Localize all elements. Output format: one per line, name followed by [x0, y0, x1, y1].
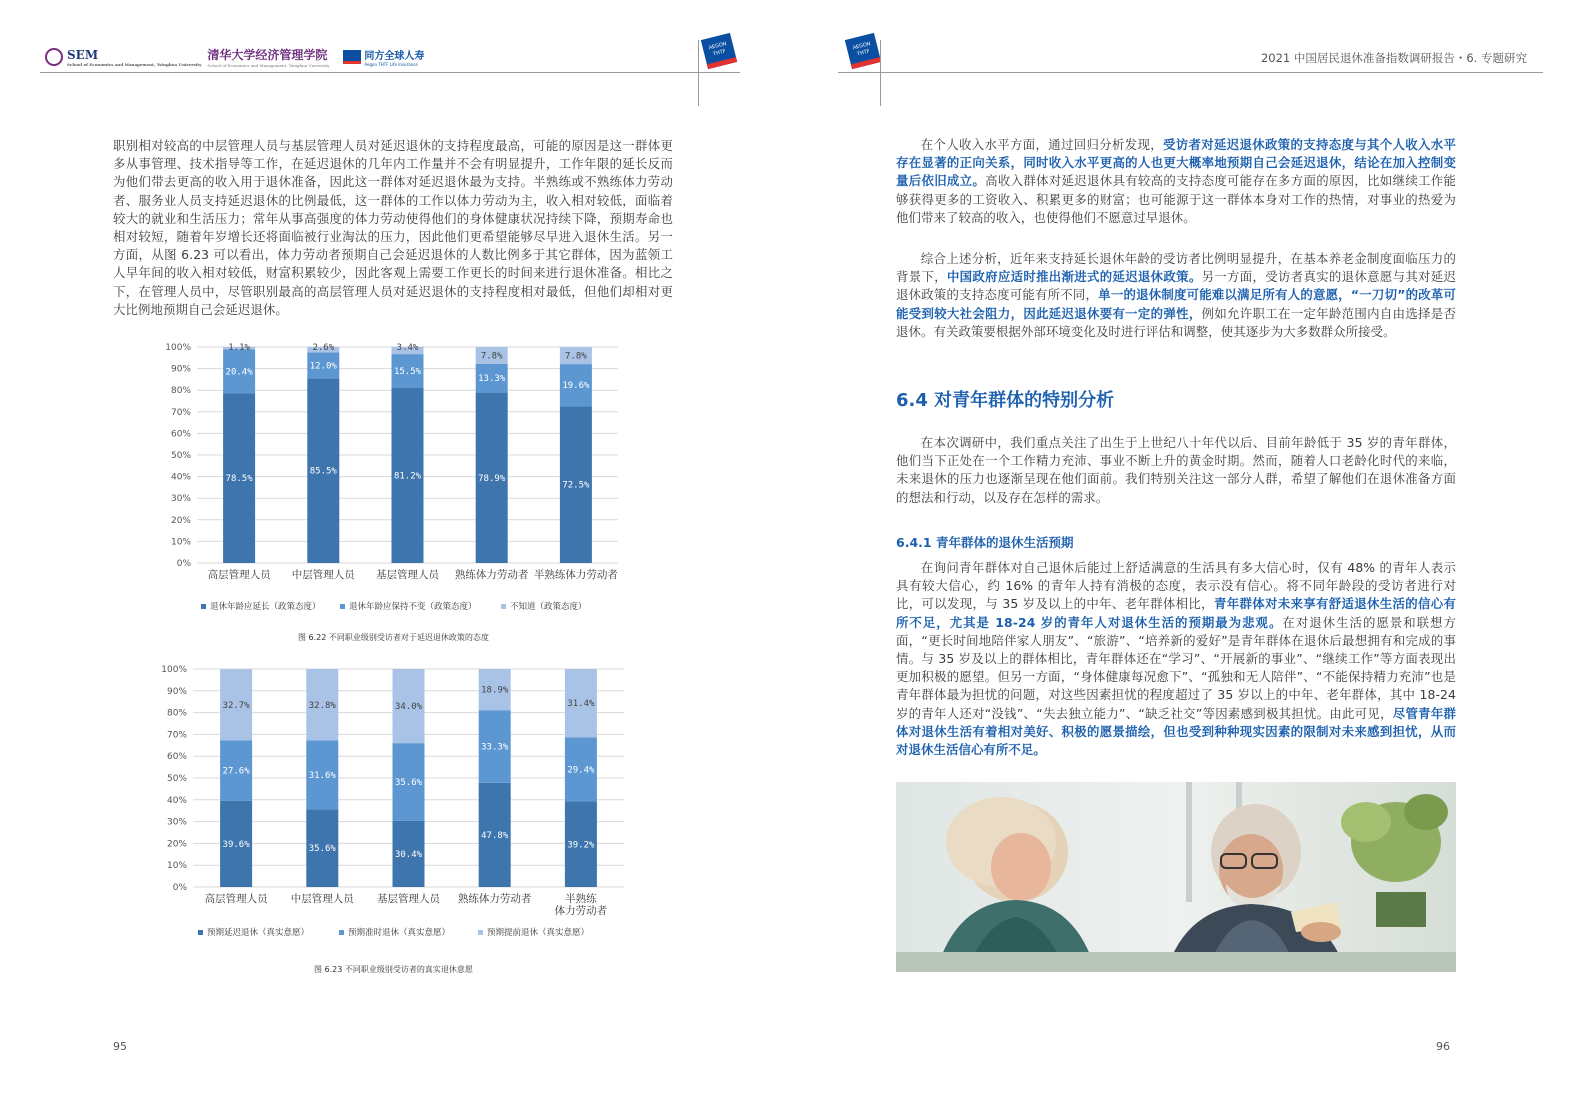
bar-data-label: 39.2%: [567, 840, 595, 851]
elderly-couple-photo: [896, 782, 1456, 972]
y-tick-label: 90%: [166, 686, 187, 697]
legend-label: 预期延迟退休（真实意愿）: [207, 928, 310, 938]
legend-label: 退休年龄应延长（政策态度）: [210, 602, 321, 612]
bar-data-label: 19.6%: [562, 381, 590, 392]
bar-data-label: 35.6%: [308, 844, 336, 855]
section-heading-6-4: 6.4 对青年群体的特别分析: [896, 390, 1115, 411]
y-tick-label: 30%: [170, 494, 191, 505]
bar-data-label: 7.8%: [565, 351, 587, 362]
legend-swatch: [501, 604, 506, 609]
bar-data-label: 78.9%: [478, 473, 506, 484]
chart-6-23-caption: 图 6.23 不同职业级别受访者的真实退休意愿: [314, 965, 473, 974]
bar-data-label: 72.5%: [562, 480, 590, 491]
aegon-mini-icon: [343, 50, 361, 64]
category-label: 高层管理人员: [204, 893, 268, 905]
legend-swatch: [198, 930, 203, 935]
legend-swatch: [339, 930, 344, 935]
y-tick-label: 10%: [170, 537, 191, 548]
category-label: 基层管理人员: [376, 569, 439, 581]
y-tick-label: 80%: [166, 708, 187, 719]
left-page: [0, 0, 793, 1096]
tsinghua-seal-icon: [45, 48, 63, 66]
y-tick-label: 50%: [166, 774, 187, 784]
legend-label: 不知道（政策态度）: [510, 602, 587, 612]
chart-6-22-svg: [0, 330, 793, 650]
legend-label: 退休年龄应保持不变（政策态度）: [349, 602, 477, 612]
y-tick-label: 50%: [170, 451, 191, 461]
y-tick-label: 70%: [170, 407, 191, 418]
bar-data-label: 32.8%: [308, 700, 336, 711]
page-number: 95: [113, 1040, 127, 1053]
y-tick-label: 100%: [161, 665, 187, 675]
bar-data-label: 13.3%: [478, 374, 506, 385]
bar-data-label: 18.9%: [481, 685, 509, 696]
legend-label: 预期准时退休（真实意愿）: [348, 928, 451, 938]
right-paragraph-4: 在询问青年群体对自己退休后能过上舒适满意的生活具有多大信心时，仅有 48% 的青年人表示具有较大信心，约 16% 的青年人持有消极的态度，表示没有信心。将不同年龄段的受访者进行对比，可以发现，与 35 岁及以上的中年、老年群体相比，青年群体对未来享有舒适退休生活的信心有所不足，尤其是 18-24 岁的青年人对退休生活的预期最为悲观。在对退休生活的愿景和联想方面，“更长时间地陪伴家人朋友”、“旅游”、“培养新的爱好”是青年群体在退休后最想拥有和完成的事情。与 35 岁及以上的群体相比，青年群体还在“学习”、“开展新的事业”、“继续工作”等方面表现出更加积极的愿望。但另一方面，“身体健康每况愈下”、“孤独和无人陪伴”、“不能保持精力充沛”也是青年群体最为担忧的问题，对这些因素担忧的程度超过了 35 岁以上的中年、老年群体，其中 18-24 岁的青年人还对“没钱”、“失去独立能力”、“缺乏社交”等因素感到极其担忧。由此可见，尽管青年群体对退休生活有着相对美好、积极的愿景描绘，但也受到种种现实因素的限制对未来感到担忧，从而对退休生活信心有所不足。: [896, 560, 1457, 758]
bar-data-label: 1.1%: [228, 343, 250, 353]
right-paragraph-2: 综合上述分析，近年来支持延长退休年龄的受访者比例明显提升，在基本养老金制度面临压力的背景下，中国政府应适时推出渐进式的延迟退休政策。另一方面，受访者真实的退休意愿与其对延迟退休政策的支持态度可能有所不同，单一的退休制度可能难以满足所有人的意愿，“一刀切”的改革可能受到较大社会阻力，因此延迟退休要有一定的弹性，例如允许职工在一定年龄范围内自由选择是否退休。有关政策要根据外部环境变化及时进行评估和调整，使其逐步为大多数群众所接受。: [896, 251, 1457, 339]
category-label: 体力劳动者: [554, 905, 608, 917]
right-page: [793, 0, 1587, 1096]
bar-data-label: 27.6%: [222, 766, 250, 777]
bar-data-label: 81.2%: [393, 471, 422, 482]
category-label: 熟练体力劳动者: [457, 893, 532, 905]
y-tick-label: 60%: [166, 752, 187, 763]
sem-logo: SEM School of Economics and Management, Tsinghua University: [67, 47, 202, 67]
report-title: 2021 中国居民退休准备指数调研报告・6. 专题研究: [1260, 51, 1527, 65]
bar-data-label: 12.0%: [309, 361, 337, 372]
y-tick-label: 40%: [170, 472, 191, 483]
right-paragraph-3: 在本次调研中，我们重点关注了出生于上世纪八十年代以后、目前年龄低于 35 岁的青年群体，他们当下正处在一个工作精力充沛、事业不断上升的黄金时期。然而，随着人口老龄化时代的来临，未来退休的压力也逐渐呈现在他们面前。我们特别关注这一部分人群，希望了解他们在退休准备方面的想法和行动，以及存在怎样的需求。: [896, 435, 1456, 505]
bar-data-label: 29.4%: [567, 765, 595, 776]
legend-swatch: [478, 930, 483, 935]
header-rule: [838, 72, 1543, 73]
y-tick-label: 20%: [166, 839, 187, 850]
y-tick-label: 10%: [166, 861, 187, 872]
header-rule: [40, 72, 740, 73]
bar-data-label: 34.0%: [394, 702, 423, 713]
left-paragraph: 职别相对较高的中层管理人员与基层管理人员对延迟退休的支持程度最高，可能的原因是这一群体更多从事管理、技术指导等工作，在延迟退休的几年内工作量并不会有明显提升，工作年限的延长反而为他们带去更高的收入用于退休准备，因此这一群体对延迟退休最为支持。半熟练或不熟练体力劳动者、服务业人员支持延迟退休的比例最低，这一群体的工作以体力劳动为主，收入相对较低，面临着较大的就业和生活压力；常年从事高强度的体力劳动使得他们的身体健康状况持续下降，预期寿命也相对较短，随着年岁增长还将面临被行业淘汰的压力，因此他们更希望能够尽早进入退休生活。另一方面，从图 6.23 可以看出，体力劳动者预期自己会延迟退休的人数比例多于其它群体，因为蓝领工人早年间的收入相对较低，财富积累较少，因此客观上需要工作更长的时间来进行退休准备。相比之下，在管理人员中，尽管职别最高的高层管理人员对延迟退休的支持程度相对最低，但他们却相对更大比例地预期自己会延迟退休。: [113, 138, 673, 317]
bar-data-label: 32.7%: [222, 700, 250, 711]
chart-6-23-svg: [0, 655, 793, 955]
bar-data-label: 47.8%: [481, 830, 509, 841]
y-tick-label: 90%: [170, 364, 191, 375]
photo-illustration: [896, 782, 1456, 972]
tsinghua-logo: 清华大学经济管理学院 School of Economics and Management, Tsinghua University: [207, 48, 330, 68]
bar-data-label: 39.6%: [222, 839, 250, 850]
bar-data-label: 85.5%: [309, 466, 337, 477]
aegon-badge-icon: AEGON THTF: [701, 33, 737, 69]
bar-data-label: 35.6%: [394, 777, 423, 788]
y-tick-label: 40%: [166, 795, 187, 806]
bar-data-label: 15.5%: [393, 366, 422, 377]
category-label: 基层管理人员: [377, 893, 440, 905]
page-number: 96: [1436, 1040, 1450, 1053]
header-divider: [698, 40, 699, 106]
legend-label: 预期提前退休（真实意愿）: [487, 928, 590, 938]
header-logos: [45, 46, 424, 68]
y-tick-label: 30%: [166, 817, 187, 828]
category-label: 高层管理人员: [207, 569, 271, 581]
legend-swatch: [201, 604, 206, 609]
y-tick-label: 60%: [170, 429, 191, 440]
category-label: 熟练体力劳动者: [454, 569, 529, 581]
category-label: 中层管理人员: [291, 569, 355, 581]
legend-swatch: [340, 604, 345, 609]
category-label: 半熟练: [565, 893, 597, 905]
subsection-heading-6-4-1: 6.4.1 青年群体的退休生活预期: [896, 535, 1074, 550]
bar-data-label: 2.6%: [312, 342, 335, 353]
category-label: 半熟练体力劳动者: [533, 569, 618, 581]
bar-data-label: 7.8%: [480, 351, 503, 362]
bar-data-label: 33.3%: [481, 742, 509, 753]
category-label: 中层管理人员: [290, 893, 354, 905]
y-tick-label: 80%: [170, 386, 191, 397]
header-divider: [880, 40, 881, 106]
chart-6-22-caption: 图 6.22 不同职业级别受访者对于延迟退休政策的态度: [298, 633, 489, 642]
aegon-badge-icon: AEGON THTF: [845, 33, 881, 69]
bar-data-label: 78.5%: [225, 474, 253, 485]
bar-data-label: 31.4%: [567, 699, 595, 710]
y-tick-label: 100%: [165, 343, 191, 353]
bar-data-label: 30.4%: [394, 849, 423, 860]
y-tick-label: 0%: [172, 883, 187, 893]
bar-data-label: 31.6%: [308, 770, 336, 781]
bar-data-label: 3.4%: [396, 342, 419, 353]
y-tick-label: 20%: [170, 515, 191, 526]
y-tick-label: 0%: [176, 559, 191, 569]
bar-data-label: 20.4%: [225, 367, 253, 378]
aegon-thtf-logo: 同方全球人寿 Aegon THTF Life Insurance: [343, 47, 424, 67]
right-paragraph-1: 在个人收入水平方面，通过回归分析发现，受访者对延迟退休政策的支持态度与其个人收入水平存在显著的正向关系，同时收入水平更高的人也更大概率地预期自己会延迟退休，结论在加入控制变量后依旧成立。高收入群体对延迟退休具有较高的支持态度可能存在多方面的原因，比如继续工作能够获得更多的工资收入、积累更多的财富；也可能源于这一群体本身对工作的热情，对事业的热爱为他们带来了较高的收入，也使得他们不愿意过早退休。: [896, 137, 1457, 225]
y-tick-label: 70%: [166, 730, 187, 741]
